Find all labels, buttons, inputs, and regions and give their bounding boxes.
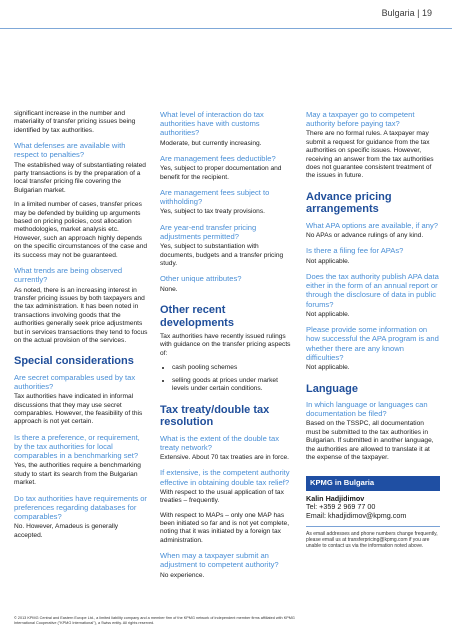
- divider: [306, 526, 440, 527]
- paragraph: significant increase in the number and materiality of transfer pricing issues being identified by tax authorities.: [14, 110, 136, 134]
- section-heading: Special considerations: [14, 355, 134, 368]
- answer: Yes, subject to substantiation with documents, budgets and a transfer pricing study.: [160, 243, 284, 268]
- answer: Moderate, but currently increasing.: [160, 139, 262, 147]
- question: Are management fees subject to withholding?: [160, 188, 270, 207]
- answer: No. However, Amadeus is generally accepted.: [14, 523, 119, 539]
- question: What is the extent of the double tax treaty network?: [160, 433, 280, 452]
- answer: Yes, subject to tax treaty provisions.: [160, 208, 265, 216]
- copyright-footer: © 2013 KPMG Central and Eastern Europe Ltd., a limited liability company and a member firm of the KPMG network of independent member firms affiliated with KPMG International Cooperative ("KPMG International"), a Swiss entity. All rights reserved.: [14, 616, 295, 625]
- section-heading: Other recent developments: [160, 304, 234, 329]
- bullet-list: [160, 364, 294, 393]
- question: When may a taxpayer submit an adjustment to competent authority?: [160, 551, 279, 570]
- header-rule: [0, 28, 452, 29]
- answer: None.: [160, 285, 178, 293]
- question: In which language or languages can documentation be filed?: [306, 400, 428, 419]
- question: Are secret comparables used by tax authorities?: [14, 372, 136, 392]
- contact-box-title: KPMG in Bulgaria: [306, 476, 440, 490]
- answer: No experience.: [160, 571, 205, 579]
- question: Does the tax authority publish APA data either in the form of an annual report or through the disclosure of data in public forums?: [306, 272, 439, 309]
- question: If extensive, is the competent authority effective in obtaining double tax relief?: [160, 468, 290, 487]
- section-heading: Tax treaty/double tax resolution: [160, 403, 270, 429]
- answer: There are no formal rules. A taxpayer may submit a request for guidance from the tax authorities on specific issues. However, receiving an answer from the tax authorities does not guarantee consistent treatment of the issues in future.: [306, 130, 434, 180]
- question: Are year-end transfer pricing adjustments permitted?: [160, 222, 257, 242]
- section-heading: Advance pricing arrangements: [306, 190, 392, 216]
- question: Other unique attributes?: [160, 274, 242, 284]
- section-heading: Language: [306, 382, 358, 395]
- answer: In a limited number of cases, transfer prices may be defended by building up arguments based on pricing policies, cost allocation methodologies, market analysis etc. However, such an approach highly depends on the specific circumstances of the case and its success may not be guaranteed.: [14, 201, 148, 259]
- answer: The established way of substantiating related party transactions is by the preparation of a local transfer pricing file covering the Bulgarian market.: [14, 161, 146, 194]
- contact-phone: Tel: +359 2 969 77 00: [306, 502, 376, 512]
- question: Is there a filing fee for APAs?: [306, 246, 404, 256]
- column-1: [14, 110, 148, 546]
- question: Do tax authorities have requirements or preferences regarding databases for comparables?: [14, 493, 147, 522]
- question: Please provide some information on how successful the APA program is and whether there are any known difficulties?: [306, 325, 439, 362]
- column-3: [306, 110, 440, 550]
- page-label: Bulgaria | 19: [381, 8, 432, 18]
- answer: No APAs or advance rulings of any kind.: [306, 232, 424, 240]
- answer: Yes, subject to proper documentation and benefit for the recipient.: [160, 165, 282, 181]
- answer: Not applicable.: [306, 310, 350, 318]
- answer: With respect to the usual application of tax treaties – frequently.: [160, 488, 284, 505]
- answer: With respect to MAPs – only one MAP has been initiated so far and is not yet complete, noting that it was initiated by a foreign tax administration.: [160, 511, 290, 544]
- answer: Tax authorities have recently issued rulings with guidance on the transfer pricing aspects of:: [160, 333, 291, 357]
- list-item: • selling goods at prices under market levels under certain conditions.: [172, 377, 294, 394]
- answer: Yes, the authorities require a benchmarking study to start its search from the Bulgarian market.: [14, 462, 141, 487]
- question: What level of interaction do tax authorities have with customs authorities?: [160, 110, 264, 138]
- column-2: [160, 110, 294, 586]
- contact-note: As email addresses and phone numbers change frequently, please email us at transferpricing@kpmg.com if you are unable to contact us via the information noted above.: [306, 531, 438, 550]
- contact-name: Kalin Hadjidimov: [306, 493, 365, 503]
- contact-email[interactable]: Email: khadjidimov@kpmg.com: [306, 510, 407, 520]
- question: What APA options are available, if any?: [306, 220, 438, 230]
- answer: Based on the TSSPC, all documentation must be submitted to the tax authorities in Bulgarian. If submitted in another language, the authorities are allowed to translate it at the expense of the taxpayer.: [306, 420, 434, 462]
- list-item: • cash pooling schemes: [172, 364, 294, 372]
- question: What defenses are available with respect to penalties?: [14, 141, 126, 160]
- answer: Extensive. About 70 tax treaties are in force.: [160, 453, 290, 461]
- answer: Tax authorities have indicated in informal discussions that they may use secret comparables. However, the feasibility of this approach is not yet certain.: [14, 393, 143, 426]
- answer: As noted, there is an increasing interest in transfer pricing issues by both taxpayers and the tax administration. It has been noted in transactions involving goods that the authorities generally seek price adjustments but in services transactions they tend to focus on the actual provision of the services.: [14, 286, 148, 344]
- question: What trends are being observed currently?: [14, 266, 123, 285]
- question: Are management fees deductible?: [160, 154, 276, 164]
- answer: Not applicable.: [306, 364, 350, 372]
- answer: Not applicable.: [306, 257, 350, 265]
- question: Is there a preference, or requirement, by the tax authorities for local comparables in a benchmarking set?: [14, 432, 140, 461]
- question: May a taxpayer go to competent authority before paying tax?: [306, 110, 415, 129]
